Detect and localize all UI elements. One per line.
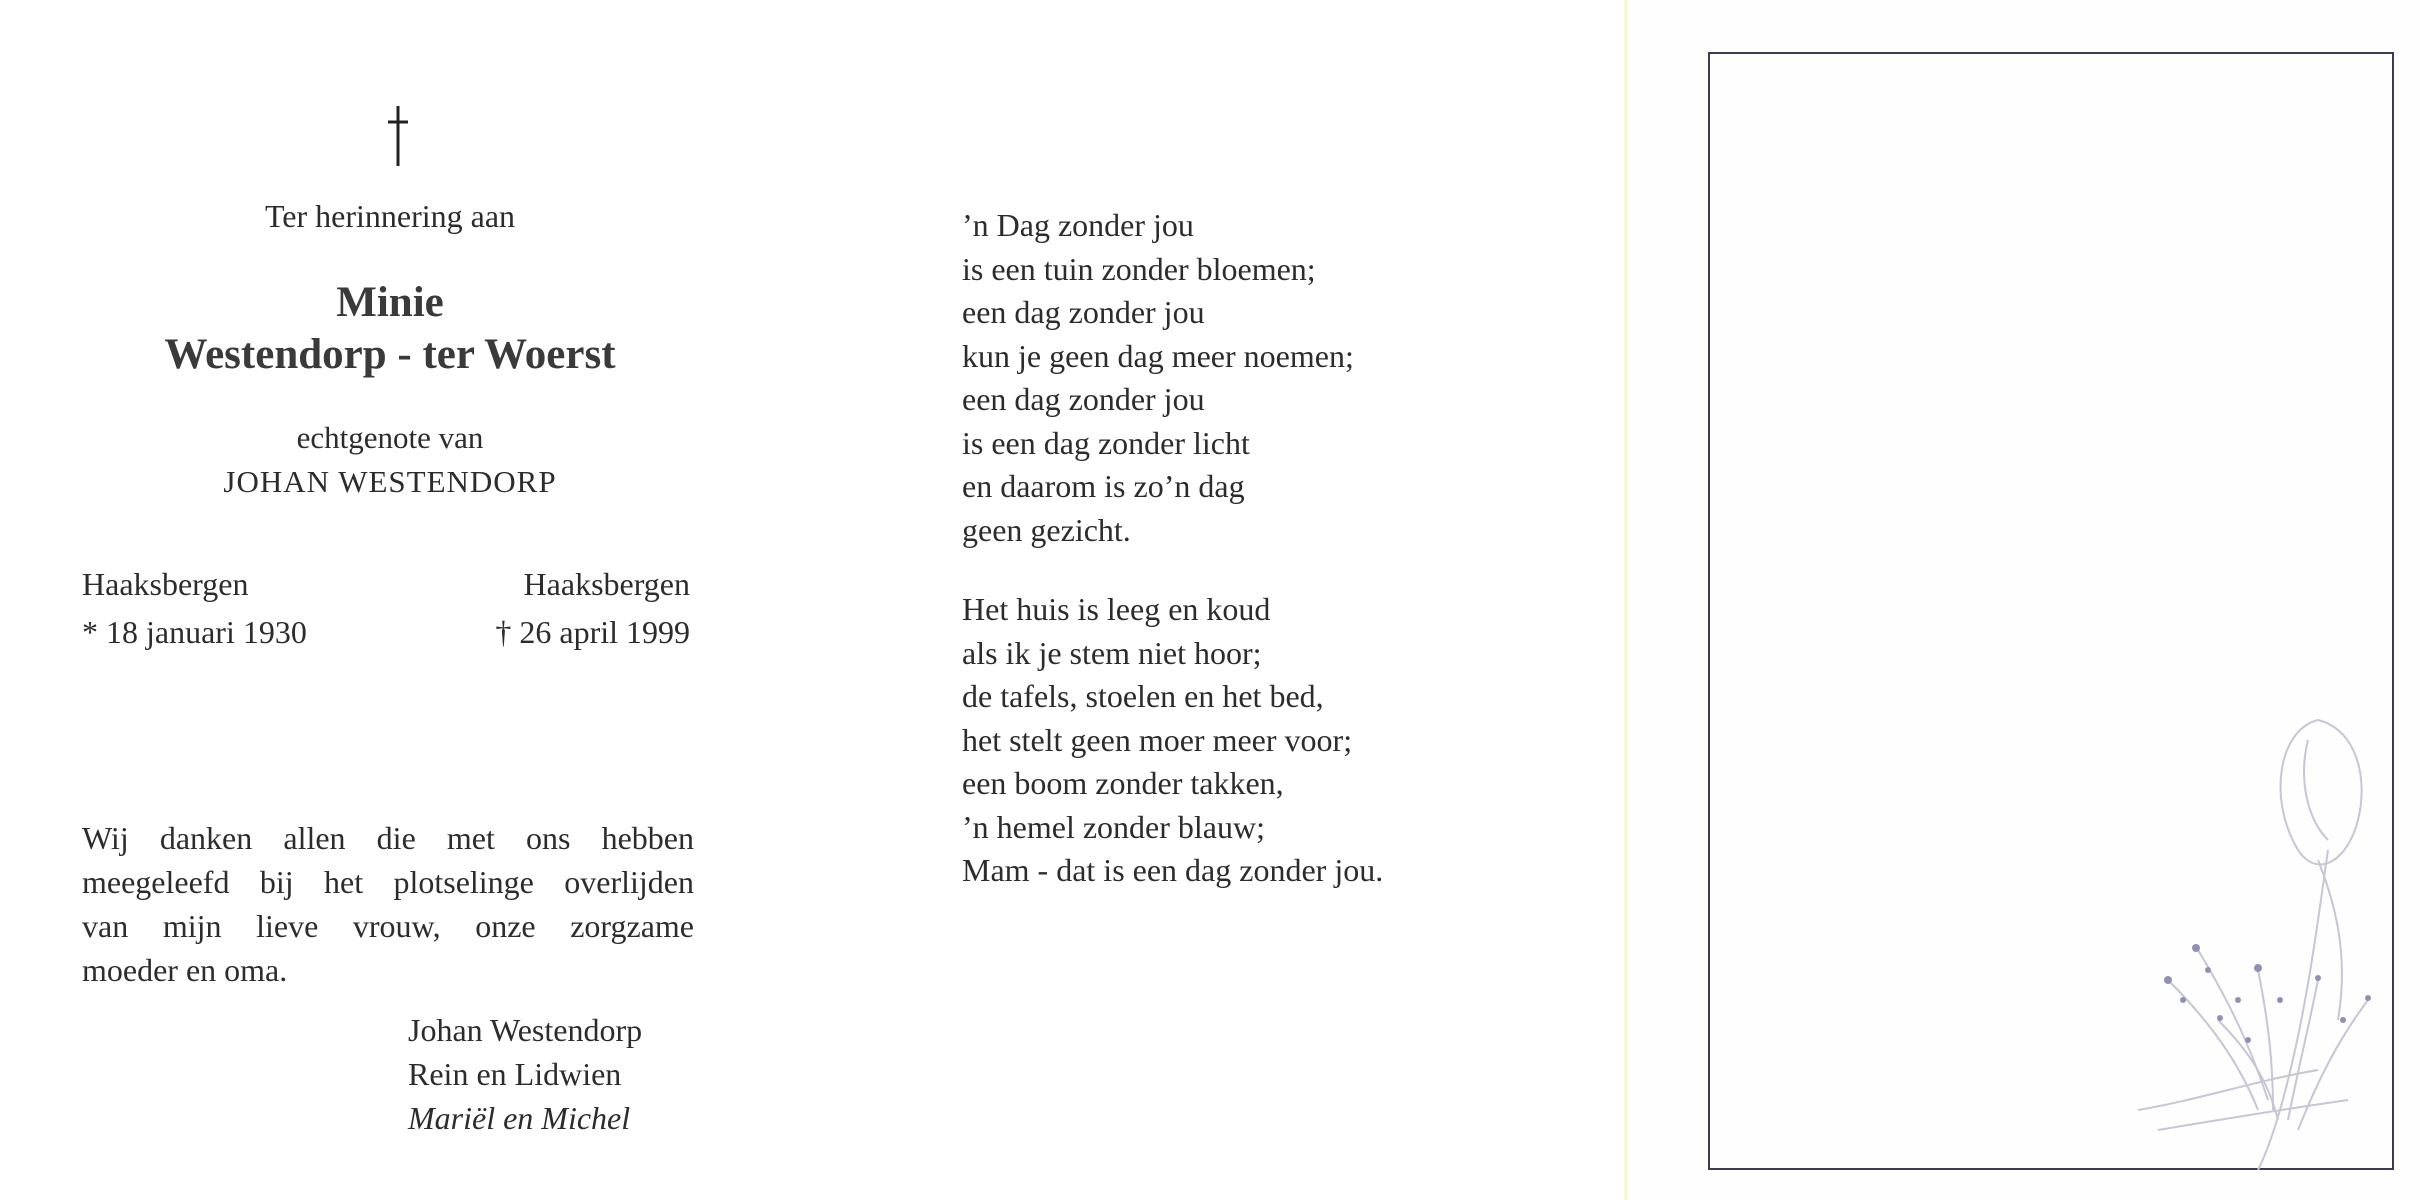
signer: Mariël en Michel [408,1100,631,1136]
poem-line: geen gezicht. [962,511,1131,548]
signer: Rein en Lidwien [408,1056,622,1092]
poem-line: en daarom is zo’n dag [962,468,1245,504]
poem-stanza-1 [962,204,1354,552]
death-place: Haaksbergen [523,566,690,602]
spouse-name: JOHAN WESTENDORP [223,464,557,499]
poem-stanza-2 [962,588,1383,893]
memorial-intro: Ter herinnering aan [264,198,516,234]
poem-line: kun je geen dag meer noemen; [962,337,1354,374]
right-page [1628,0,2420,1200]
poem-line: Mam - dat is een dag zonder jou. [962,852,1384,888]
cross-icon [386,104,410,179]
thank-you-message [82,816,694,992]
deceased-first-name: Minie [336,279,444,326]
thanks-line: meegeleefd bij het plotselinge overlijden [82,864,694,900]
poem-line: is een dag zonder licht [962,424,1250,461]
signer: Johan Westendorp [408,1012,643,1048]
poem-line: een dag zonder jou [962,294,1205,330]
poem-line: een dag zonder jou [962,381,1205,417]
poem-line: als ik je stem niet hoor; [962,634,1262,671]
birth-date: * 18 januari 1930 [82,614,307,650]
poem-line: ’n Dag zonder jou [962,207,1194,243]
deceased-surname: Westendorp - ter Woerst [164,331,616,378]
thanks-line: Wij danken allen die met ons hebben [82,820,694,856]
poem-line: ’n hemel zonder blauw; [962,808,1265,845]
spouse-prefix: echtgenote van [296,420,484,455]
thanks-line: moeder en oma. [82,952,288,988]
signers [408,1008,642,1140]
calla-lily-illustration [2018,700,2418,1180]
poem-line: Het huis is leeg en koud [962,591,1271,627]
thanks-line: van mijn lieve vrouw, onze zorgzame [82,908,694,944]
death-date: † 26 april 1999 [495,614,690,650]
poem-line: een boom zonder takken, [962,765,1284,801]
birth-place: Haaksbergen [82,566,249,602]
poem-line: de tafels, stoelen en het bed, [962,678,1324,714]
poem-line: het stelt geen moer meer voor; [962,721,1353,758]
poem-line: is een tuin zonder bloemen; [962,250,1316,287]
